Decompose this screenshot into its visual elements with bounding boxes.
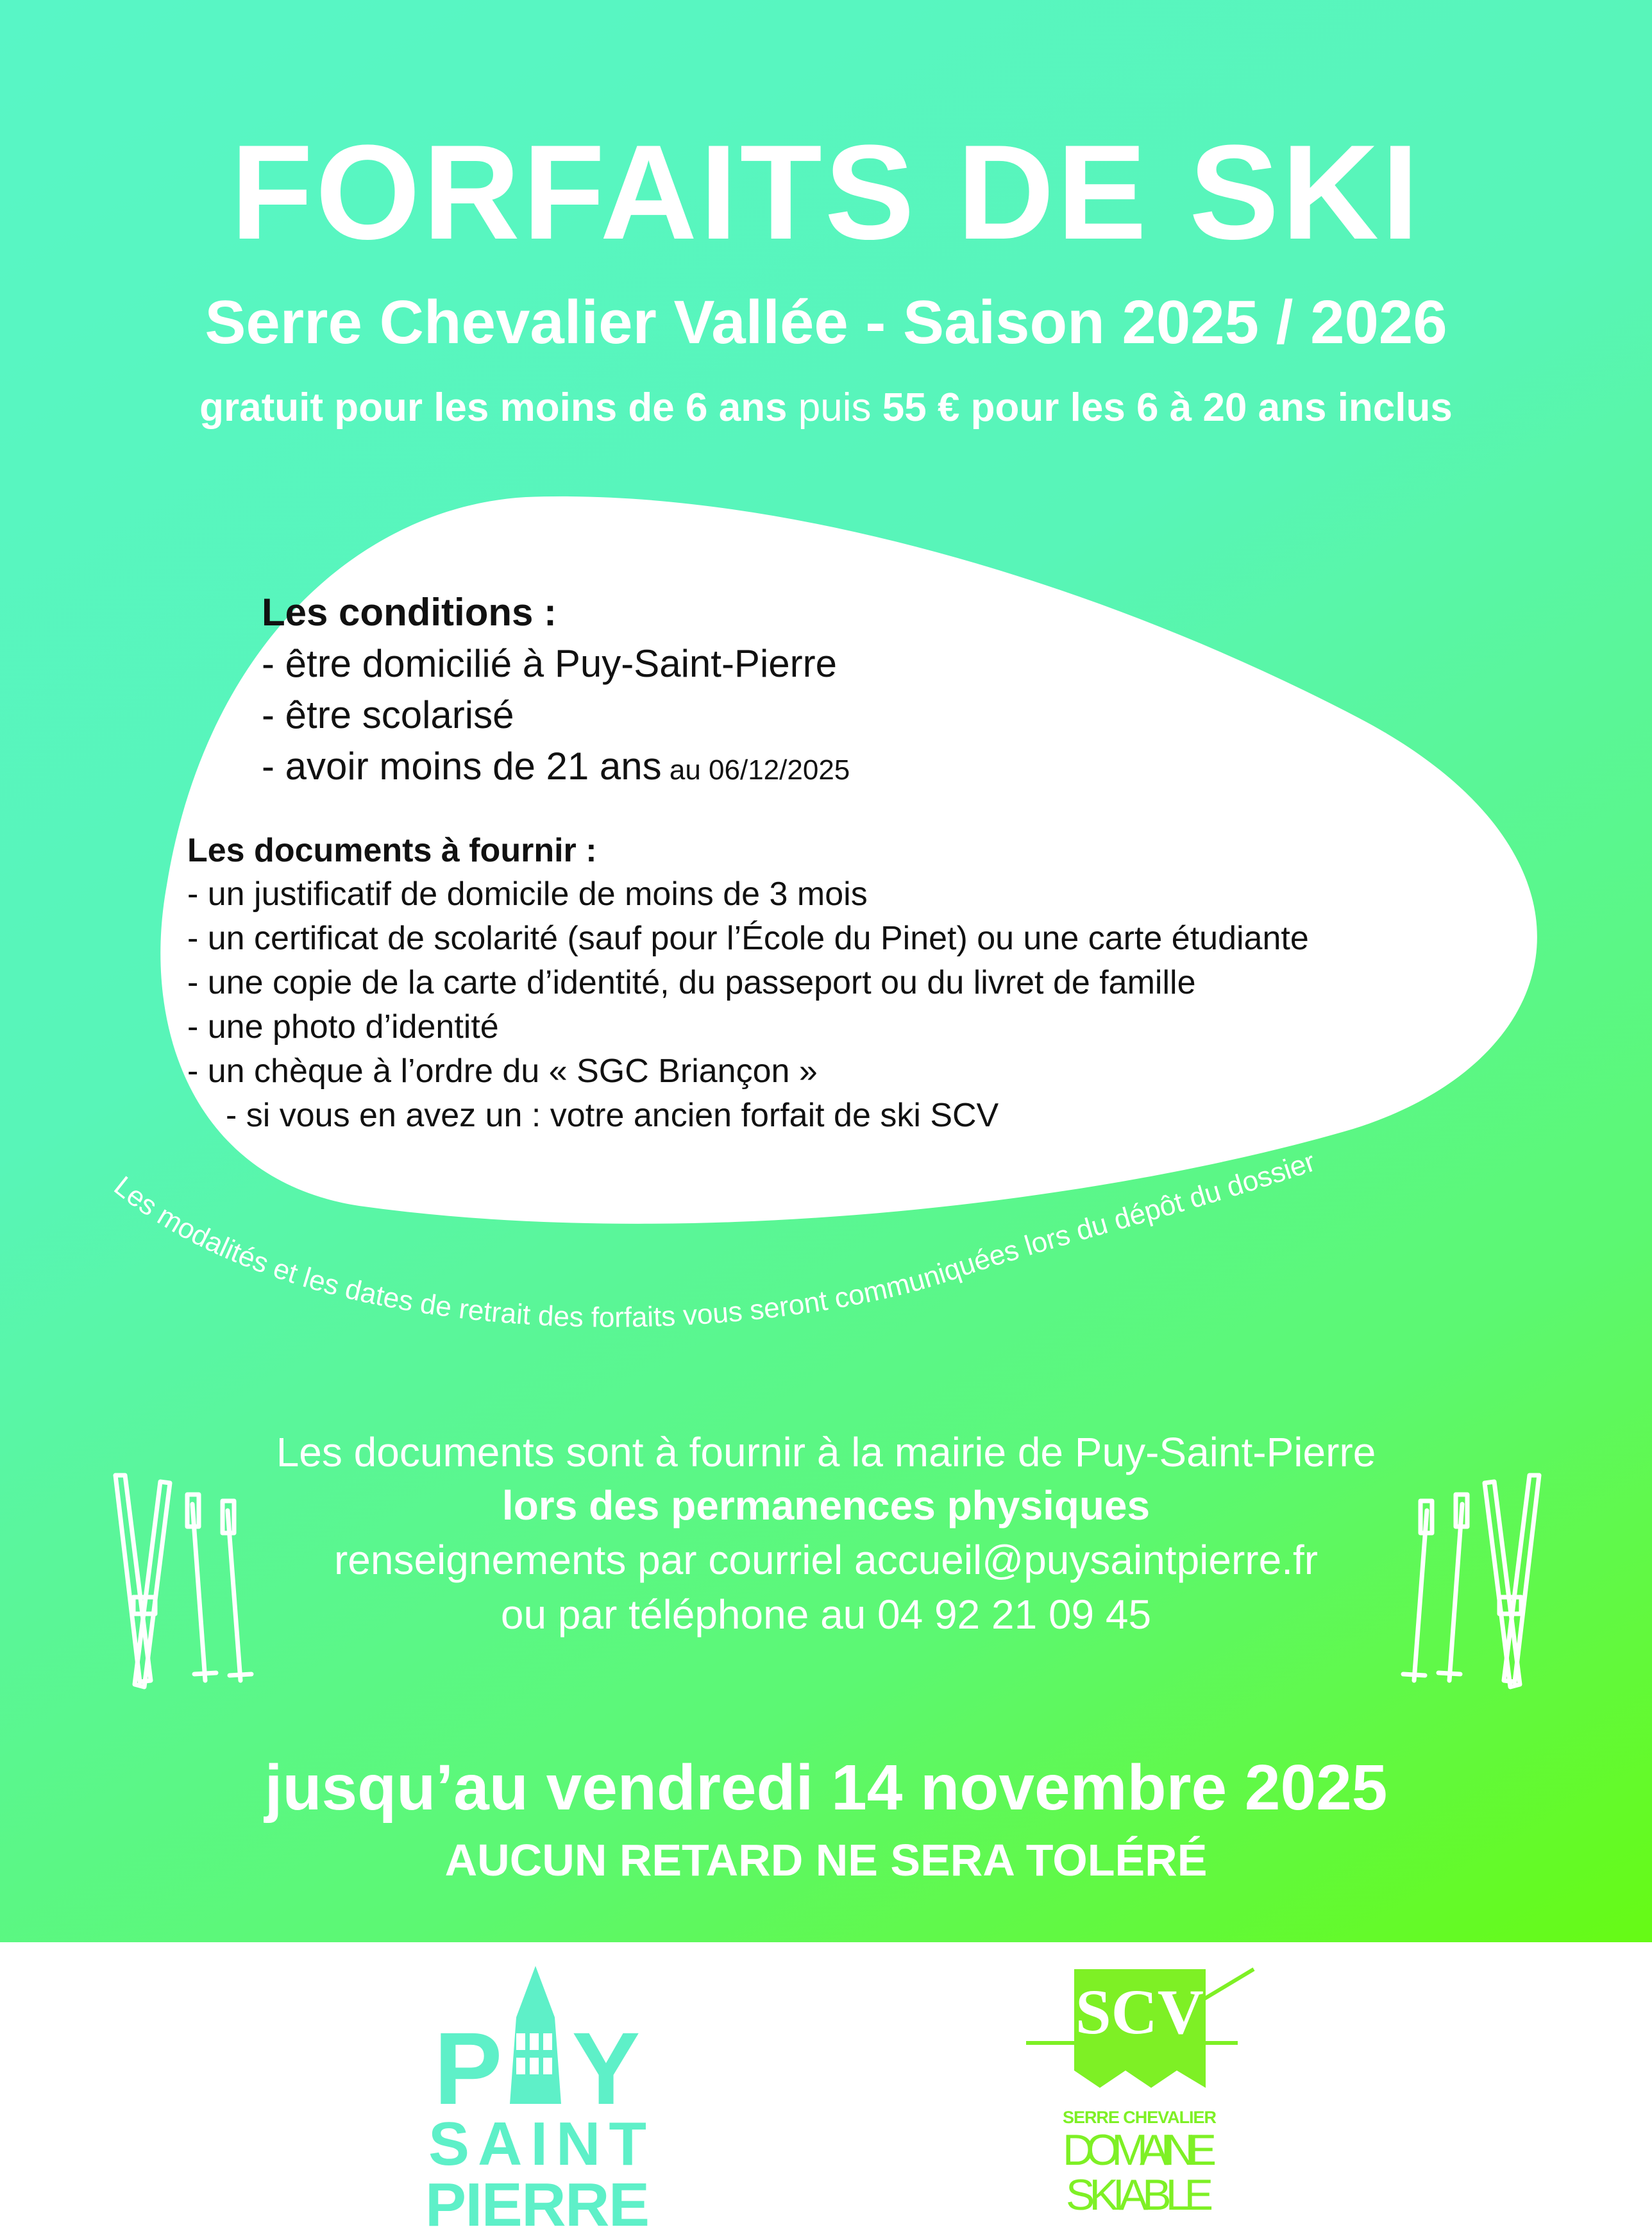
document-item: - si vous en avez un : votre ancien forfait de ski SCV	[226, 1097, 999, 1134]
document-item: - un certificat de scolarité (sauf pour l’École du Pinet) ou une carte étudiante	[187, 920, 1309, 957]
no-delay-warning: AUCUN RETARD NE SERA TOLÉRÉ	[444, 1835, 1208, 1885]
pricing-then: puis	[787, 385, 882, 430]
condition-item: - être scolarisé	[262, 693, 514, 736]
info-line-mairie: Les documents sont à fournir à la mairie de Puy-Saint-Pierre	[276, 1429, 1376, 1475]
pricing-free: gratuit pour les moins de 6 ans	[199, 385, 788, 430]
pricing-paid: 55 € pour les 6 à 20 ans inclus	[882, 385, 1453, 430]
scv-badge-text: SCV	[1075, 1976, 1204, 2047]
svg-text:Les modalités et les dates de	[108, 1146, 1319, 1333]
logo-pierre: PIERRE	[425, 2171, 650, 2232]
document-item: - un chèque à l’ordre du « SGC Briançon »	[187, 1053, 818, 1090]
condition-date-note: au 06/12/2025	[661, 754, 850, 786]
conditions-heading: Les conditions :	[262, 591, 557, 634]
skis-icon	[90, 1469, 276, 1700]
logo-letter-y: Y	[571, 2011, 641, 2126]
page-title: FORFAITS DE SKI	[230, 117, 1422, 267]
condition-item: - être domicilié à Puy-Saint-Pierre	[262, 642, 837, 685]
document-item: - une copie de la carte d’identité, du passeport ou du livret de famille	[187, 964, 1196, 1001]
scv-domaine-skiable-logo	[1013, 1963, 1270, 2232]
subtitle: Serre Chevalier Vallée - Saison 2025 / 2026	[205, 288, 1447, 357]
condition-item: - avoir moins de 21 ans au 06/12/2025	[262, 745, 850, 788]
scv-line2: DOMAINE	[1063, 2126, 1217, 2174]
puy-saint-pierre-logo	[423, 1956, 680, 2232]
info-line-permanences: lors des permanences physiques	[501, 1482, 1150, 1529]
logo-saint: SAINT	[428, 2110, 646, 2178]
deadline: jusqu’au vendredi 14 novembre 2025	[264, 1752, 1388, 1824]
scv-line3: SKIABLE	[1066, 2171, 1213, 2219]
curved-note-text: Les modalités et les dates de retrait des forfaits vous seront communiquées lors du dépôt du dossier	[108, 1146, 1319, 1334]
document-item: - une photo d’identité	[187, 1008, 499, 1046]
document-item: - un justificatif de domicile de moins de 3 mois	[187, 876, 868, 913]
info-line-phone: ou par téléphone au 04 92 21 09 45	[500, 1591, 1152, 1638]
scv-line1: SERRE CHEVALIER	[1063, 2108, 1217, 2127]
logo-letter-p: P	[434, 2011, 503, 2126]
documents-heading: Les documents à fournir :	[187, 832, 597, 869]
info-line-email: renseignements par courriel accueil@puysaintpierre.fr	[333, 1537, 1319, 1583]
skis-icon	[1379, 1469, 1565, 1700]
